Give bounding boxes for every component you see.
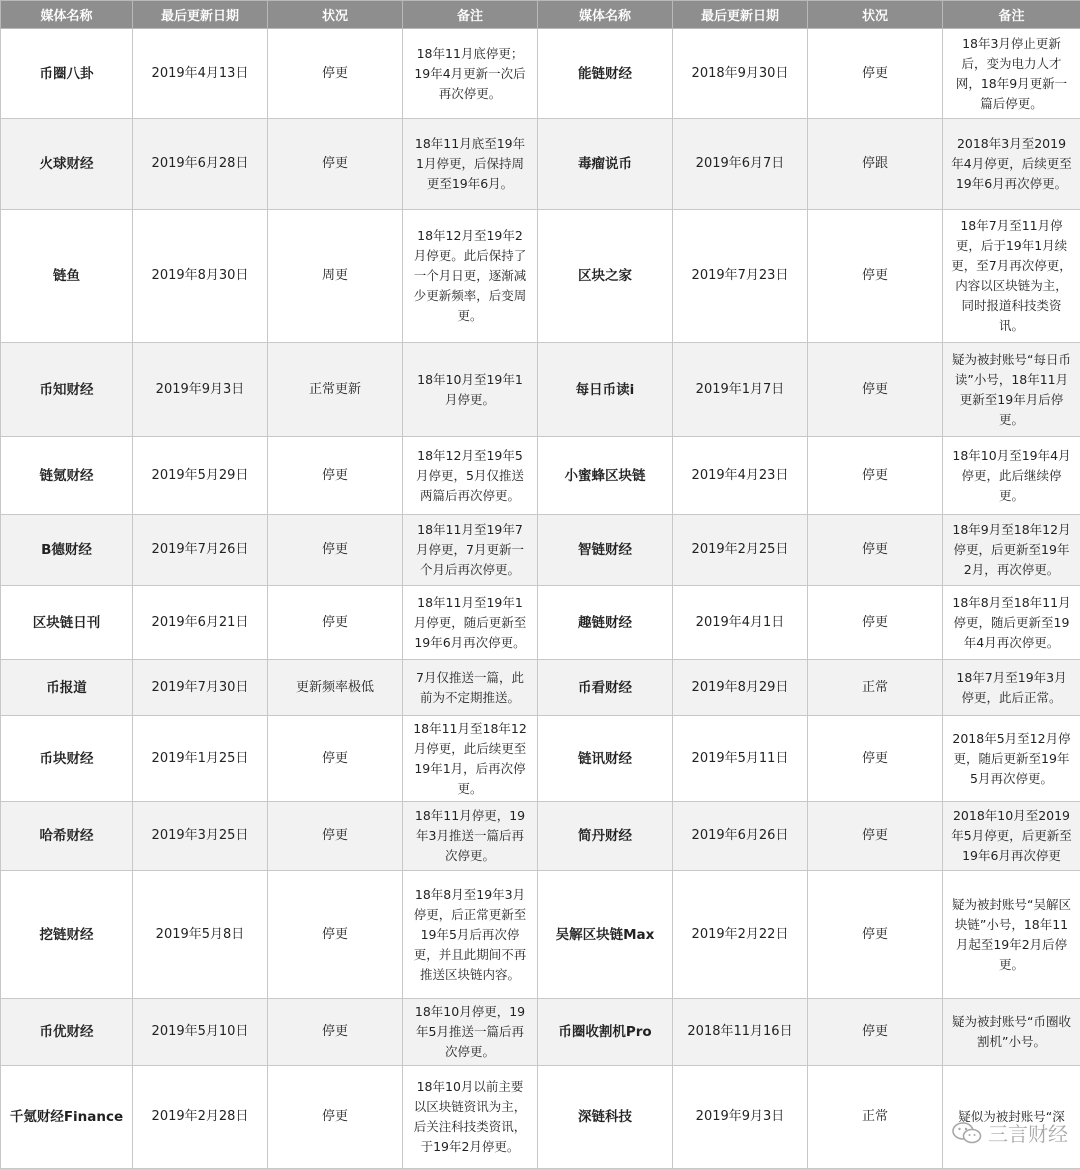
media-name-cell: 区块之家 [538, 210, 673, 343]
note-cell: 疑似为被封账号“深 [943, 1066, 1080, 1169]
note-cell: 18年11月至19年7月停更，7月更新一个月后再次停更。 [403, 515, 538, 586]
status-cell: 停更 [808, 210, 943, 343]
note-cell: 18年11月底至19年1月停更，后保持周更至19年6月。 [403, 119, 538, 210]
note-cell: 18年10月至19年1月停更。 [403, 343, 538, 437]
media-name-cell: 简丹财经 [538, 802, 673, 871]
table-row [1, 999, 1080, 1066]
media-name-cell: 趣链财经 [538, 586, 673, 660]
status-cell: 停跟 [808, 119, 943, 210]
table-row [1, 29, 1080, 119]
last-update-cell: 2019年6月28日 [133, 119, 268, 210]
status-cell: 停更 [268, 871, 403, 999]
media-name-cell: 区块链日刊 [1, 586, 133, 660]
last-update-cell: 2019年9月3日 [673, 1066, 808, 1169]
note-cell: 疑为被封账号“币圈收割机”小号。 [943, 999, 1080, 1066]
table-row [1, 802, 1080, 871]
note-cell: 18年9月至18年12月停更，后更新至19年2月，再次停更。 [943, 515, 1080, 586]
table-row [1, 119, 1080, 210]
last-update-cell: 2019年4月23日 [673, 437, 808, 515]
media-name-cell: 小蜜蜂区块链 [538, 437, 673, 515]
table-row [1, 210, 1080, 343]
note-cell: 18年10月至19年4月停更，此后继续停更。 [943, 437, 1080, 515]
note-cell: 18年12月至19年5月停更，5月仅推送两篇后再次停更。 [403, 437, 538, 515]
media-name-cell: 币报道 [1, 660, 133, 716]
media-name-cell: 币块财经 [1, 716, 133, 802]
last-update-cell: 2019年2月25日 [673, 515, 808, 586]
note-cell: 2018年3月至2019年4月停更，后续更至19年6月再次停更。 [943, 119, 1080, 210]
table-row [1, 1066, 1080, 1169]
media-name-cell: 千氪财经Finance [1, 1066, 133, 1169]
last-update-cell: 2019年5月29日 [133, 437, 268, 515]
last-update-cell: 2019年7月23日 [673, 210, 808, 343]
status-cell: 停更 [808, 586, 943, 660]
status-cell: 停更 [808, 716, 943, 802]
note-cell: 18年7月至11月停更，后于19年1月续更，至7月再次停更，内容以区块链为主，同时报道科技类资讯。 [943, 210, 1080, 343]
media-name-cell: 链鱼 [1, 210, 133, 343]
status-cell: 停更 [808, 29, 943, 119]
wechat-icon [952, 1121, 982, 1145]
status-cell: 停更 [268, 1066, 403, 1169]
note-cell: 18年12月至19年2月停更。此后保持了一个月日更，逐渐减少更新频率，后变周更。 [403, 210, 538, 343]
last-update-cell: 2019年5月8日 [133, 871, 268, 999]
note-cell: 疑为被封账号“每日币读”小号，18年11月更新至19年月后停更。 [943, 343, 1080, 437]
last-update-cell: 2019年9月3日 [133, 343, 268, 437]
last-update-cell: 2019年2月22日 [673, 871, 808, 999]
last-update-cell: 2019年2月28日 [133, 1066, 268, 1169]
last-update-cell: 2019年6月7日 [673, 119, 808, 210]
last-update-cell: 2019年5月11日 [673, 716, 808, 802]
table-row [1, 716, 1080, 802]
status-cell: 停更 [808, 999, 943, 1066]
status-cell: 正常更新 [268, 343, 403, 437]
last-update-cell: 2019年7月26日 [133, 515, 268, 586]
media-name-cell: B德财经 [1, 515, 133, 586]
status-cell: 停更 [268, 437, 403, 515]
status-cell: 停更 [268, 802, 403, 871]
watermark [952, 1118, 1068, 1147]
status-cell: 停更 [268, 119, 403, 210]
last-update-cell: 2019年7月30日 [133, 660, 268, 716]
last-update-cell: 2019年8月29日 [673, 660, 808, 716]
media-name-cell: 币看财经 [538, 660, 673, 716]
media-name-cell: 币圈收割机Pro [538, 999, 673, 1066]
header-media-name-2: 媒体名称 [538, 1, 673, 29]
last-update-cell: 2019年6月26日 [673, 802, 808, 871]
media-name-cell: 能链财经 [538, 29, 673, 119]
media-name-cell: 币知财经 [1, 343, 133, 437]
media-name-cell: 智链财经 [538, 515, 673, 586]
header-status: 状况 [268, 1, 403, 29]
header-media-name: 媒体名称 [1, 1, 133, 29]
status-cell: 周更 [268, 210, 403, 343]
note-cell: 18年3月停止更新后，变为电力人才网，18年9月更新一篇后停更。 [943, 29, 1080, 119]
status-cell: 正常 [808, 660, 943, 716]
last-update-cell: 2019年1月7日 [673, 343, 808, 437]
status-cell: 停更 [268, 999, 403, 1066]
table-row [1, 660, 1080, 716]
last-update-cell: 2019年4月1日 [673, 586, 808, 660]
status-cell: 停更 [268, 515, 403, 586]
table-row [1, 871, 1080, 999]
last-update-cell: 2019年8月30日 [133, 210, 268, 343]
status-cell: 更新频率极低 [268, 660, 403, 716]
status-cell: 停更 [268, 716, 403, 802]
note-cell: 18年11月至19年1月停更，随后更新至19年6月再次停更。 [403, 586, 538, 660]
note-cell: 18年10月以前主要以区块链资讯为主，后关注科技类资讯，于19年2月停更。 [403, 1066, 538, 1169]
status-cell: 停更 [808, 802, 943, 871]
note-cell: 7月仅推送一篇，此前为不定期推送。 [403, 660, 538, 716]
media-name-cell: 火球财经 [1, 119, 133, 210]
note-cell: 18年11月底停更；19年4月更新一次后再次停更。 [403, 29, 538, 119]
last-update-cell: 2018年11月16日 [673, 999, 808, 1066]
table-row [1, 437, 1080, 515]
last-update-cell: 2019年3月25日 [133, 802, 268, 871]
media-name-cell: 深链科技 [538, 1066, 673, 1169]
header-row [1, 1, 1080, 29]
watermark-text: 三言财经 [988, 1122, 1068, 1146]
last-update-cell: 2019年4月13日 [133, 29, 268, 119]
last-update-cell: 2019年1月25日 [133, 716, 268, 802]
note-cell: 18年7月至19年3月停更，此后正常。 [943, 660, 1080, 716]
note-cell: 18年8月至19年3月停更，后正常更新至19年5月后再次停更，并且此期间不再推送区块链内容。 [403, 871, 538, 999]
media-name-cell: 吴解区块链Max [538, 871, 673, 999]
status-cell: 停更 [808, 343, 943, 437]
media-name-cell: 毒瘤说币 [538, 119, 673, 210]
note-cell: 2018年10月至2019年5月停更，后更新至19年6月再次停更 [943, 802, 1080, 871]
table-row [1, 515, 1080, 586]
note-cell: 2018年5月至12月停更，随后更新至19年5月再次停更。 [943, 716, 1080, 802]
status-cell: 停更 [808, 515, 943, 586]
media-name-cell: 链氪财经 [1, 437, 133, 515]
note-cell: 18年11月停更，19年3月推送一篇后再次停更。 [403, 802, 538, 871]
media-name-cell: 哈希财经 [1, 802, 133, 871]
media-name-cell: 币圈八卦 [1, 29, 133, 119]
media-name-cell: 币优财经 [1, 999, 133, 1066]
status-cell: 停更 [808, 871, 943, 999]
last-update-cell: 2018年9月30日 [673, 29, 808, 119]
header-status-2: 状况 [808, 1, 943, 29]
note-cell: 18年8月至18年11月停更，随后更新至19年4月再次停更。 [943, 586, 1080, 660]
status-cell: 停更 [268, 586, 403, 660]
status-cell: 停更 [268, 29, 403, 119]
media-name-cell: 链讯财经 [538, 716, 673, 802]
note-cell: 18年11月至18年12月停更，此后续更至19年1月，后再次停更。 [403, 716, 538, 802]
header-note: 备注 [403, 1, 538, 29]
table-row [1, 586, 1080, 660]
last-update-cell: 2019年6月21日 [133, 586, 268, 660]
media-name-cell: 每日币读i [538, 343, 673, 437]
note-cell: 疑为被封账号“吴解区块链”小号，18年11月起至19年2月后停更。 [943, 871, 1080, 999]
header-last-update-2: 最后更新日期 [673, 1, 808, 29]
header-last-update: 最后更新日期 [133, 1, 268, 29]
media-name-cell: 挖链财经 [1, 871, 133, 999]
status-cell: 正常 [808, 1066, 943, 1169]
table-row [1, 343, 1080, 437]
header-note-2: 备注 [943, 1, 1080, 29]
last-update-cell: 2019年5月10日 [133, 999, 268, 1066]
note-cell: 18年10月停更，19年5月推送一篇后再次停更。 [403, 999, 538, 1066]
status-cell: 停更 [808, 437, 943, 515]
